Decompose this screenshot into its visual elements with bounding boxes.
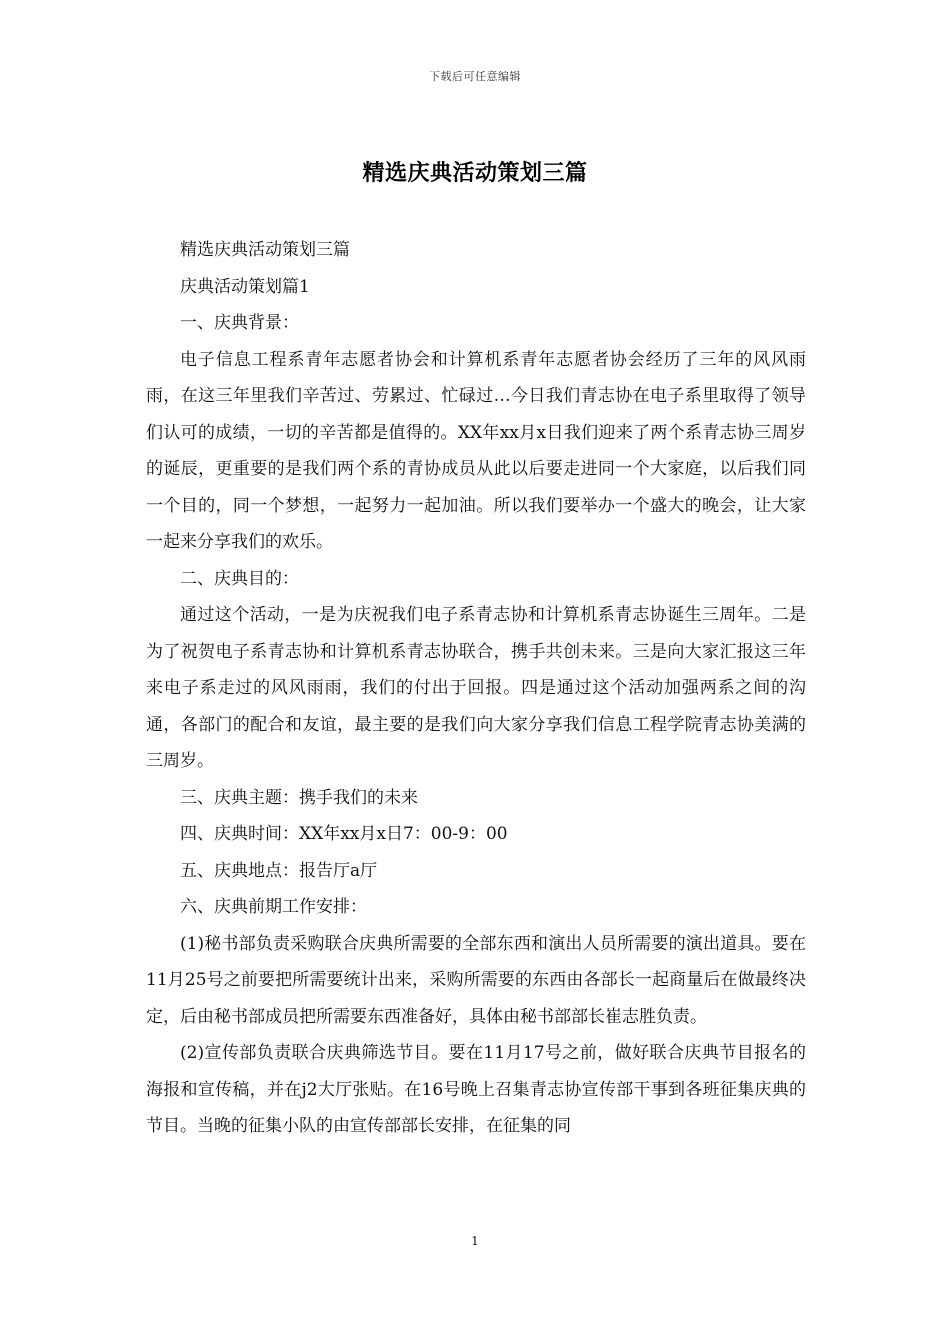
paragraph-section-heading: 庆典活动策划篇1 <box>180 276 310 297</box>
paragraph-prep-item-1: (1)秘书部负责采购联合庆典所需要的全部东西和演出人员所需要的演出道具。要在11月25号之前要把所需要统计出来，采购所需要的东西由各部长一起商量后在做最终决定，后由秘书部成员把所需要东西准备好，具体由秘书部部长崔志胜负责。 <box>146 933 806 1027</box>
paragraph-purpose-heading: 二、庆典目的： <box>180 568 299 589</box>
paragraph-prep-heading: 六、庆典前期工作安排： <box>180 897 367 917</box>
paragraph-theme: 三、庆典主题：携手我们的未来 <box>180 787 418 808</box>
paragraph-subtitle: 精选庆典活动策划三篇 <box>180 240 350 260</box>
page-header-note: 下载后可任意编辑 <box>429 70 521 83</box>
document-body <box>146 232 806 1145</box>
page-number: 1 <box>471 1234 479 1248</box>
paragraph-location: 五、庆典地点：报告厅a厅 <box>180 860 378 881</box>
paragraph-background-text: 电子信息工程系青年志愿者协会和计算机系青年志愿者协会经历了三年的风风雨雨，在这三年里我们辛苦过、劳累过、忙碌过…今日我们青志协在电子系里取得了领导们认可的成绩，一切的辛苦都是值得的。XX年xx月x日我们迎来了两个系青志协三周岁的诞辰，更重要的是我们两个系的青协成员从此以后要走进同一个大家庭，以后我们同一个目的，同一个梦想，一起努力一起加油。所以我们要举办一个盛大的晚会，让大家一起来分享我们的欢乐。 <box>146 349 806 552</box>
document-title: 精选庆典活动策划三篇 <box>362 160 588 186</box>
paragraph-prep-item-2: (2)宣传部负责联合庆典筛选节目。要在11月17号之前，做好联合庆典节目报名的海报和宣传稿，并在j2大厅张贴。在16号晚上召集青志协宣传部干事到各班征集庆典的节目。当晚的征集小队的由宣传部部长安排，在征集的同 <box>146 1043 806 1136</box>
paragraph-time: 四、庆典时间：XX年xx月x日7：00-9：00 <box>180 824 508 844</box>
paragraph-background-heading: 一、庆典背景： <box>180 313 299 333</box>
paragraph-purpose-text: 通过这个活动，一是为庆祝我们电子系青志协和计算机系青志协诞生三周年。二是为了祝贺电子系青志协和计算机系青志协联合，携手共创未来。三是向大家汇报这三年来电子系走过的风风雨雨，我们的付出于回报。四是通过这个活动加强两系之间的沟通，各部门的配合和友谊，最主要的是我们向大家分享我们信息工程学院青志协美满的三周岁。 <box>146 605 806 771</box>
